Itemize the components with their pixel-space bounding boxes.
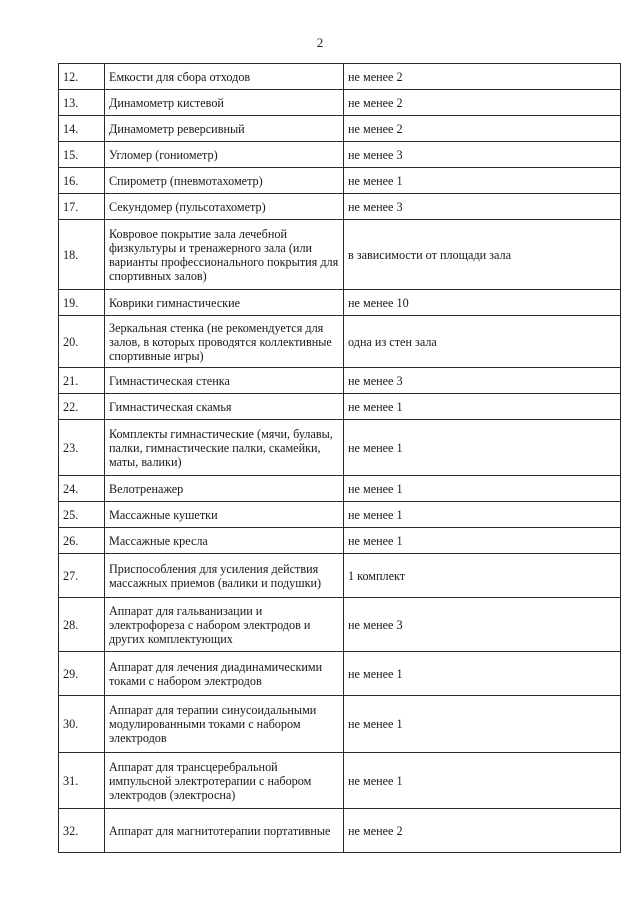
- quantity-cell: не менее 3: [344, 194, 621, 220]
- equipment-name-cell: Емкости для сбора отходов: [105, 64, 344, 90]
- quantity-cell: не менее 2: [344, 116, 621, 142]
- equipment-name-cell: Комплекты гимнастические (мячи, булавы, палки, гимнастические палки, скамейки, маты, валики): [105, 420, 344, 476]
- quantity-cell: в зависимости от площади зала: [344, 220, 621, 290]
- table-row: [59, 809, 621, 853]
- row-number-cell: 26.: [59, 528, 105, 554]
- quantity-cell: 1 комплект: [344, 554, 621, 598]
- row-number-cell: 31.: [59, 753, 105, 809]
- table-row: [59, 368, 621, 394]
- row-number-cell: 24.: [59, 476, 105, 502]
- table-row: [59, 696, 621, 753]
- table-row: [59, 116, 621, 142]
- quantity-cell: не менее 3: [344, 142, 621, 168]
- quantity-cell: не менее 3: [344, 598, 621, 652]
- row-number-cell: 21.: [59, 368, 105, 394]
- quantity-cell: одна из стен зала: [344, 316, 621, 368]
- quantity-cell: не менее 1: [344, 420, 621, 476]
- table-row: [59, 194, 621, 220]
- equipment-name-cell: Угломер (гониометр): [105, 142, 344, 168]
- table-row: [59, 220, 621, 290]
- quantity-cell: не менее 1: [344, 753, 621, 809]
- row-number-cell: 19.: [59, 290, 105, 316]
- table-row: [59, 476, 621, 502]
- table-row: [59, 290, 621, 316]
- row-number-cell: 18.: [59, 220, 105, 290]
- table-row: [59, 753, 621, 809]
- quantity-cell: не менее 1: [344, 502, 621, 528]
- table-row: [59, 652, 621, 696]
- table-row: [59, 528, 621, 554]
- row-number-cell: 32.: [59, 809, 105, 853]
- row-number-cell: 15.: [59, 142, 105, 168]
- equipment-name-cell: Секундомер (пульсотахометр): [105, 194, 344, 220]
- equipment-name-cell: Аппарат для терапии синусоидальными модулированными токами с набором электродов: [105, 696, 344, 753]
- equipment-name-cell: Аппарат для трансцеребральной импульсной электротерапии с набором электродов (электросна): [105, 753, 344, 809]
- table-row: [59, 420, 621, 476]
- table-row: [59, 598, 621, 652]
- row-number-cell: 20.: [59, 316, 105, 368]
- quantity-cell: не менее 3: [344, 368, 621, 394]
- quantity-cell: не менее 10: [344, 290, 621, 316]
- equipment-name-cell: Ковровое покрытие зала лечебной физкультуры и тренажерного зала (или варианты профессионального покрытия для спортивных залов): [105, 220, 344, 290]
- row-number-cell: 25.: [59, 502, 105, 528]
- row-number-cell: 13.: [59, 90, 105, 116]
- quantity-cell: не менее 2: [344, 90, 621, 116]
- equipment-table: [58, 63, 621, 853]
- quantity-cell: не менее 1: [344, 528, 621, 554]
- equipment-name-cell: Гимнастическая скамья: [105, 394, 344, 420]
- row-number-cell: 14.: [59, 116, 105, 142]
- equipment-name-cell: Коврики гимнастические: [105, 290, 344, 316]
- quantity-cell: не менее 1: [344, 394, 621, 420]
- table-row: [59, 168, 621, 194]
- table-row: [59, 394, 621, 420]
- table-row: [59, 554, 621, 598]
- table-row: [59, 316, 621, 368]
- equipment-name-cell: Аппарат для лечения диадинамическими токами с набором электродов: [105, 652, 344, 696]
- equipment-name-cell: Динамометр реверсивный: [105, 116, 344, 142]
- row-number-cell: 28.: [59, 598, 105, 652]
- equipment-name-cell: Массажные кресла: [105, 528, 344, 554]
- row-number-cell: 12.: [59, 64, 105, 90]
- row-number-cell: 30.: [59, 696, 105, 753]
- quantity-cell: не менее 1: [344, 696, 621, 753]
- quantity-cell: не менее 1: [344, 168, 621, 194]
- row-number-cell: 29.: [59, 652, 105, 696]
- equipment-name-cell: Динамометр кистевой: [105, 90, 344, 116]
- quantity-cell: не менее 2: [344, 64, 621, 90]
- equipment-name-cell: Спирометр (пневмотахометр): [105, 168, 344, 194]
- equipment-name-cell: Зеркальная стенка (не рекомендуется для залов, в которых проводятся коллективные спортивные игры): [105, 316, 344, 368]
- row-number-cell: 27.: [59, 554, 105, 598]
- equipment-name-cell: Массажные кушетки: [105, 502, 344, 528]
- equipment-name-cell: Велотренажер: [105, 476, 344, 502]
- row-number-cell: 23.: [59, 420, 105, 476]
- equipment-table-body: [59, 64, 621, 853]
- quantity-cell: не менее 1: [344, 652, 621, 696]
- table-row: [59, 64, 621, 90]
- row-number-cell: 16.: [59, 168, 105, 194]
- quantity-cell: не менее 2: [344, 809, 621, 853]
- equipment-name-cell: Гимнастическая стенка: [105, 368, 344, 394]
- equipment-name-cell: Приспособления для усиления действия массажных приемов (валики и подушки): [105, 554, 344, 598]
- table-row: [59, 90, 621, 116]
- table-row: [59, 142, 621, 168]
- table-row: [59, 502, 621, 528]
- quantity-cell: не менее 1: [344, 476, 621, 502]
- equipment-name-cell: Аппарат для магнитотерапии портативные: [105, 809, 344, 853]
- page-number: 2: [316, 35, 324, 50]
- row-number-cell: 22.: [59, 394, 105, 420]
- row-number-cell: 17.: [59, 194, 105, 220]
- equipment-name-cell: Аппарат для гальванизации и электрофореза с набором электродов и других комплектующих: [105, 598, 344, 652]
